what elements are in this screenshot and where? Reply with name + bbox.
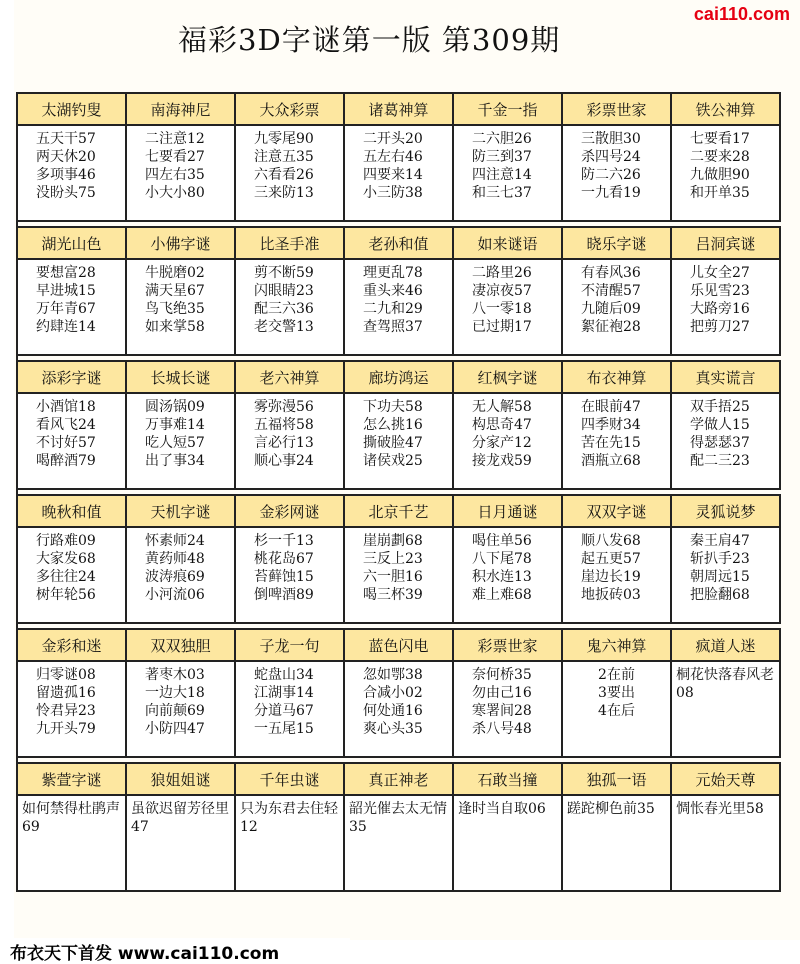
riddle-source-header: 老六神算 [236,360,343,394]
riddle-line: 分家产12 [472,435,532,451]
riddle-cell [563,226,672,356]
riddle-line: 七要看17 [690,131,750,147]
riddle-line: 七要看27 [145,149,205,165]
riddle-line: 接龙戏59 [472,453,532,469]
riddle-cell [563,360,672,490]
riddle-line: 蹉跎柳色前35 [567,801,655,817]
riddle-line: 合减小02 [363,685,423,701]
riddle-line: 鸟飞绝35 [145,301,205,317]
riddle-source-header: 如来谜语 [454,226,561,260]
riddle-source-header: 布衣神算 [563,360,670,394]
riddle-line: 剪不断59 [254,265,314,281]
riddle-line: 五天干57 [36,131,96,147]
riddle-body [345,394,452,490]
riddle-line: 双手捂25 [690,399,750,415]
riddle-line: 四左右35 [145,167,205,183]
riddle-line: 勿由己16 [472,685,532,701]
riddle-line: 忽如鄂38 [363,667,423,683]
riddle-line: 得瑟瑟37 [690,435,750,451]
riddle-line: 小大小80 [145,185,205,201]
riddle-line: 老交警13 [254,319,314,335]
riddle-line: 三散胆30 [581,131,641,147]
riddle-cell [18,360,127,490]
riddle-line: 大路旁16 [690,301,750,317]
riddle-line: 言必行13 [254,435,314,451]
riddle-cell [127,360,236,490]
riddle-cell [454,762,563,892]
riddle-cell [127,92,236,222]
riddle-line: 絮征袍28 [581,319,641,335]
riddle-grid [16,92,781,892]
riddle-line: 归零谜08 [36,667,96,683]
riddle-source-header: 双双字谜 [563,494,670,528]
riddle-body [454,796,561,892]
riddle-line: 多往往24 [36,569,96,585]
riddle-source-header: 长城长谜 [127,360,234,394]
riddle-line: 诸侯戏25 [363,453,423,469]
riddle-cell [563,494,672,624]
riddle-line: 配二三23 [690,453,750,469]
riddle-source-header: 鬼六神算 [563,628,670,662]
riddle-line: 万年青67 [36,301,96,317]
riddle-line: 二九和29 [363,301,423,317]
riddle-line: 儿女全27 [690,265,750,281]
riddle-line: 树年轮56 [36,587,96,603]
riddle-body [236,528,343,624]
riddle-line: 重头来46 [363,283,423,299]
riddle-line: 向前颠69 [145,703,205,719]
riddle-cell [345,762,454,892]
riddle-body [345,796,452,892]
riddle-source-header: 独孤一语 [563,762,670,796]
riddle-line: 难上难68 [472,587,532,603]
riddle-line: 一边大18 [145,685,205,701]
riddle-cell [127,226,236,356]
riddle-body [18,662,125,758]
riddle-cell [236,226,345,356]
riddle-cell [454,360,563,490]
riddle-source-header: 南海神尼 [127,92,234,126]
riddle-line: 二注意12 [145,131,205,147]
riddle-line: 把剪刀27 [690,319,750,335]
riddle-body [18,528,125,624]
riddle-line: 八下尾78 [472,551,532,567]
riddle-cell [672,226,781,356]
riddle-cell [18,92,127,222]
riddle-line: 四注意14 [472,167,532,183]
riddle-line: 何处通16 [363,703,423,719]
riddle-body [563,796,670,892]
riddle-line: 虽欲迟留芳径里47 [131,801,229,835]
riddle-source-header: 北京千艺 [345,494,452,528]
riddle-body [236,662,343,758]
riddle-line: 秦王肩47 [690,533,750,549]
riddle-body [454,394,561,490]
riddle-cell [18,762,127,892]
riddle-line: 三来防13 [254,185,314,201]
riddle-body [18,796,125,892]
riddle-body [563,260,670,356]
riddle-body [672,796,779,892]
riddle-line: 著枣木03 [145,667,205,683]
riddle-line: 雾弥漫56 [254,399,314,415]
riddle-line: 波涛痕69 [145,569,205,585]
riddle-cell [454,226,563,356]
riddle-body [563,662,670,758]
riddle-line: 斩扒手23 [690,551,750,567]
riddle-line: 圆汤锅09 [145,399,205,415]
riddle-line: 九开头79 [36,721,96,737]
riddle-source-header: 疯道人迷 [672,628,779,662]
riddle-line: 和三七37 [472,185,532,201]
riddle-line: 无人解58 [472,399,532,415]
riddle-line: 八一零18 [472,301,532,317]
riddle-line: 一五尾15 [254,721,314,737]
riddle-line: 出了事34 [145,453,205,469]
riddle-line: 下功夫58 [363,399,423,415]
riddle-line: 学做人15 [690,417,750,433]
riddle-body [127,528,234,624]
riddle-line: 小三防38 [363,185,423,201]
riddle-source-header: 紫萱字谜 [18,762,125,796]
riddle-source-header: 添彩字谜 [18,360,125,394]
riddle-body [672,126,779,222]
riddle-source-header: 老孙和值 [345,226,452,260]
riddle-cell [345,92,454,222]
riddle-cell [127,762,236,892]
riddle-body [18,394,125,490]
riddle-cell [236,762,345,892]
riddle-line: 撕破脸47 [363,435,423,451]
site-watermark: cai110.com [693,4,790,24]
riddle-source-header: 日月通谜 [454,494,561,528]
riddle-line: 闪眼睛23 [254,283,314,299]
riddle-line: 2在前 [598,667,635,683]
riddle-line: 二路里26 [472,265,532,281]
riddle-line: 九做胆90 [690,167,750,183]
riddle-body [18,260,125,356]
riddle-line: 大家发68 [36,551,96,567]
riddle-line: 九随后09 [581,301,641,317]
riddle-source-header: 金彩网谜 [236,494,343,528]
riddle-line: 逢时当自取06 [458,801,546,817]
riddle-line: 五福将58 [254,417,314,433]
riddle-line: 四要来14 [363,167,423,183]
riddle-line: 积水连13 [472,569,532,585]
riddle-source-header: 廊坊鸿运 [345,360,452,394]
riddle-source-header: 狼姐姐谜 [127,762,234,796]
riddle-body [454,528,561,624]
riddle-line: 小河流06 [145,587,205,603]
riddle-cell [345,226,454,356]
riddle-line: 乐见雪23 [690,283,750,299]
riddle-line: 和开单35 [690,185,750,201]
riddle-line: 地扳砖03 [581,587,641,603]
riddle-body [672,394,779,490]
riddle-line: 如来掌58 [145,319,205,335]
riddle-line: 在眼前47 [581,399,641,415]
riddle-source-header: 灵狐说梦 [672,494,779,528]
riddle-line: 留遗孤16 [36,685,96,701]
riddle-line: 杀八号48 [472,721,532,737]
riddle-line: 要想富28 [36,265,96,281]
riddle-line: 顺心事24 [254,453,314,469]
riddle-source-header: 石敢当撞 [454,762,561,796]
riddle-line: 桃花岛67 [254,551,314,567]
riddle-body [345,126,452,222]
riddle-body [345,260,452,356]
riddle-line: 牛脱磨02 [145,265,205,281]
riddle-line: 杀四号24 [581,149,641,165]
riddle-line: 查驾照37 [363,319,423,335]
riddle-line: 满天星67 [145,283,205,299]
riddle-body [454,662,561,758]
riddle-cell [236,92,345,222]
riddle-source-header: 彩票世家 [454,628,561,662]
riddle-line: 凄凉夜57 [472,283,532,299]
riddle-cell [345,494,454,624]
riddle-source-header: 铁公神算 [672,92,779,126]
riddle-line: 顺八发68 [581,533,641,549]
riddle-cell [454,628,563,758]
riddle-line: 喝住单56 [472,533,532,549]
riddle-source-header: 金彩和迷 [18,628,125,662]
riddle-line: 没盼头75 [36,185,96,201]
riddle-body [345,662,452,758]
riddle-line: 喝醉酒79 [36,453,96,469]
riddle-body [18,126,125,222]
riddle-cell [672,360,781,490]
riddle-line: 江湖事14 [254,685,314,701]
riddle-line: 注意五35 [254,149,314,165]
riddle-source-header: 吕洞宾谜 [672,226,779,260]
riddle-line: 理更乱78 [363,265,423,281]
riddle-line: 防二六26 [581,167,641,183]
riddle-line: 怜君异23 [36,703,96,719]
riddle-line: 九零尾90 [254,131,314,147]
riddle-line: 小防四47 [145,721,205,737]
riddle-line: 起五更57 [581,551,641,567]
riddle-line: 行路难09 [36,533,96,549]
riddle-line: 3要出 [598,685,635,701]
riddle-line: 配三六36 [254,301,314,317]
page-title: 福彩3D字谜第一版 第309期 [178,23,561,57]
riddle-body [236,394,343,490]
riddle-line: 崖边长19 [581,569,641,585]
riddle-body [345,528,452,624]
riddle-line: 苦在先15 [581,435,641,451]
riddle-line: 二六胆26 [472,131,532,147]
riddle-source-header: 晓乐字谜 [563,226,670,260]
riddle-body [563,394,670,490]
riddle-source-header: 天机字谜 [127,494,234,528]
riddle-line: 怀素师24 [145,533,205,549]
riddle-body [454,260,561,356]
riddle-line: 不清醒57 [581,283,641,299]
riddle-line: 早进城15 [36,283,96,299]
riddle-line: 寒署间28 [472,703,532,719]
riddle-source-header: 元始天尊 [672,762,779,796]
riddle-source-header: 大众彩票 [236,92,343,126]
riddle-line: 酒瓶立68 [581,453,641,469]
riddle-cell [563,92,672,222]
riddle-body [672,528,779,624]
riddle-line: 把脸翻68 [690,587,750,603]
riddle-line: 爽心头35 [363,721,423,737]
riddle-source-header: 比圣手准 [236,226,343,260]
riddle-line: 4在后 [598,703,635,719]
riddle-source-header: 千金一指 [454,92,561,126]
riddle-source-header: 子龙一句 [236,628,343,662]
riddle-cell [18,226,127,356]
riddle-line: 吃人短57 [145,435,205,451]
riddle-cell [236,628,345,758]
riddle-cell [127,628,236,758]
riddle-body [127,662,234,758]
riddle-body [672,662,779,758]
riddle-line: 五左右46 [363,149,423,165]
riddle-line: 如何禁得杜鹃声69 [22,801,120,835]
riddle-line: 喝三杯39 [363,587,423,603]
riddle-source-header: 千年虫谜 [236,762,343,796]
riddle-line: 分道马67 [254,703,314,719]
riddle-line: 崖崩劃68 [363,533,423,549]
riddle-body [236,260,343,356]
riddle-body [672,260,779,356]
riddle-line: 只为东君去住轻12 [240,801,338,835]
riddle-cell [563,628,672,758]
riddle-body [236,796,343,892]
riddle-body [236,126,343,222]
riddle-source-header: 蓝色闪电 [345,628,452,662]
riddle-line: 奈何桥35 [472,667,532,683]
riddle-line: 杉一千13 [254,533,314,549]
riddle-cell [672,494,781,624]
footer-text: 布衣天下首发 www.cai110.com [10,944,280,964]
riddle-line: 蛇盘山34 [254,667,314,683]
riddle-cell [672,92,781,222]
riddle-line: 有春风36 [581,265,641,281]
riddle-line: 万事难14 [145,417,205,433]
riddle-cell [236,494,345,624]
riddle-source-header: 小佛字谜 [127,226,234,260]
riddle-cell [127,494,236,624]
riddle-body [127,796,234,892]
riddle-body [563,126,670,222]
riddle-cell [236,360,345,490]
riddle-line: 多项事46 [36,167,96,183]
riddle-cell [18,494,127,624]
riddle-line: 六看看26 [254,167,314,183]
riddle-cell [18,628,127,758]
riddle-line: 约肆连14 [36,319,96,335]
riddle-line: 不讨好57 [36,435,96,451]
riddle-line: 倒啤酒89 [254,587,314,603]
riddle-line: 两天休20 [36,149,96,165]
riddle-line: 防三到37 [472,149,532,165]
riddle-source-header: 彩票世家 [563,92,670,126]
riddle-line: 看风飞24 [36,417,96,433]
riddle-line: 已过期17 [472,319,532,335]
riddle-line: 一九看19 [581,185,641,201]
riddle-line: 朝周远15 [690,569,750,585]
riddle-line: 桐花快落春风老08 [676,667,774,701]
riddle-cell [672,628,781,758]
riddle-body [127,394,234,490]
riddle-cell [563,762,672,892]
riddle-source-header: 湖光山色 [18,226,125,260]
riddle-cell [345,628,454,758]
riddle-body [454,126,561,222]
riddle-cell [672,762,781,892]
riddle-line: 韶光催去太无情35 [349,801,447,835]
riddle-line: 惆怅春光里58 [676,801,764,817]
riddle-body [127,260,234,356]
riddle-cell [454,92,563,222]
riddle-body [127,126,234,222]
riddle-line: 小酒馆18 [36,399,96,415]
riddle-source-header: 红枫字谜 [454,360,561,394]
riddle-line: 六一胆16 [363,569,423,585]
riddle-line: 怎么挑16 [363,417,423,433]
riddle-source-header: 太湖钓叟 [18,92,125,126]
riddle-line: 四季财34 [581,417,641,433]
riddle-source-header: 双双独胆 [127,628,234,662]
riddle-source-header: 诸葛神算 [345,92,452,126]
riddle-line: 构思奇47 [472,417,532,433]
riddle-line: 三反上23 [363,551,423,567]
riddle-line: 二开头20 [363,131,423,147]
riddle-source-header: 晚秋和值 [18,494,125,528]
riddle-cell [345,360,454,490]
riddle-source-header: 真实谎言 [672,360,779,394]
riddle-line: 黄药师48 [145,551,205,567]
riddle-source-header: 真正神老 [345,762,452,796]
riddle-line: 二要来28 [690,149,750,165]
riddle-line: 苔藓蚀15 [254,569,314,585]
riddle-cell [454,494,563,624]
riddle-body [563,528,670,624]
